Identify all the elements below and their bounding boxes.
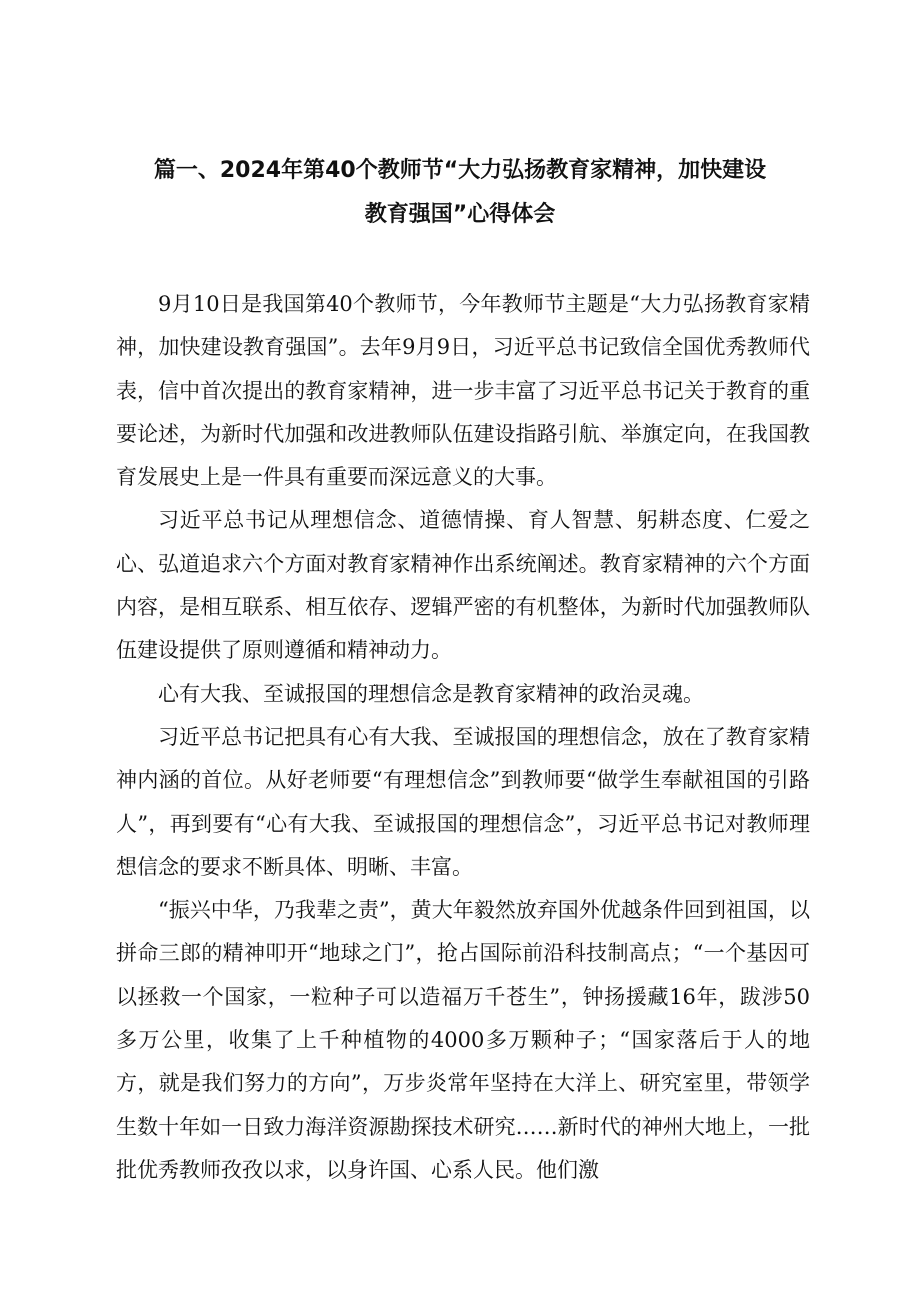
paragraph-3: 心有大我、至诚报国的理想信念是教育家精神的政治灵魂。 <box>158 681 704 706</box>
document-body <box>116 283 810 1192</box>
paragraph-1: 9月10日是我国第40个教师节，今年教师节主题是“大力弘扬教育家精神，加快建设教育强国”。去年9月9日，习近平总书记致信全国优秀教师代表，信中首次提出的教育家精神，进一步丰富了习近平总书记关于教育的重要论述，为新时代加强和改进教师队伍建设指路引航、举旗定向，在我国教育发展史上是一件具有重要而深远意义的大事。 <box>116 292 810 490</box>
paragraph-5: “振兴中华，乃我辈之责”，黄大年毅然放弃国外优越条件回到祖国，以拼命三郎的精神叩开“地球之门”，抢占国际前沿科技制高点；“一个基因可以拯救一个国家，一粒种子可以造福万千苍生”，钟扬援藏16年，跋涉50多万公里，收集了上千种植物的4000多万颗种子；“国家落后于人的地方，就是我们努力的方向”，万步炎常年坚持在大洋上、研究室里，带领学生数十年如一日致力海洋资源勘探技术研究……新时代的神州大地上，一批批优秀教师孜孜以求，以身许国、心系人民。他们激 <box>116 898 810 1182</box>
paragraph-4: 习近平总书记把具有心有大我、至诚报国的理想信念，放在了教育家精神内涵的首位。从好老师要“有理想信念”到教师要“做学生奉献祖国的引路人”，再到要有“心有大我、至诚报国的理想信念”，习近平总书记对教师理想信念的要求不断具体、明晰、丰富。 <box>116 724 810 879</box>
paragraph-2: 习近平总书记从理想信念、道德情操、育人智慧、躬耕态度、仁爱之心、弘道追求六个方面对教育家精神作出系统阐述。教育家精神的六个方面内容，是相互联系、相互依存、逻辑严密的有机整体，为新时代加强教师队伍建设提供了原则遵循和精神动力。 <box>116 508 810 663</box>
document-title-line-2: 教育强国”心得体会 <box>364 202 556 227</box>
document-title-line-1: 篇一、2024年第40个教师节“大力弘扬教育家精神，加快建设 <box>153 158 767 183</box>
